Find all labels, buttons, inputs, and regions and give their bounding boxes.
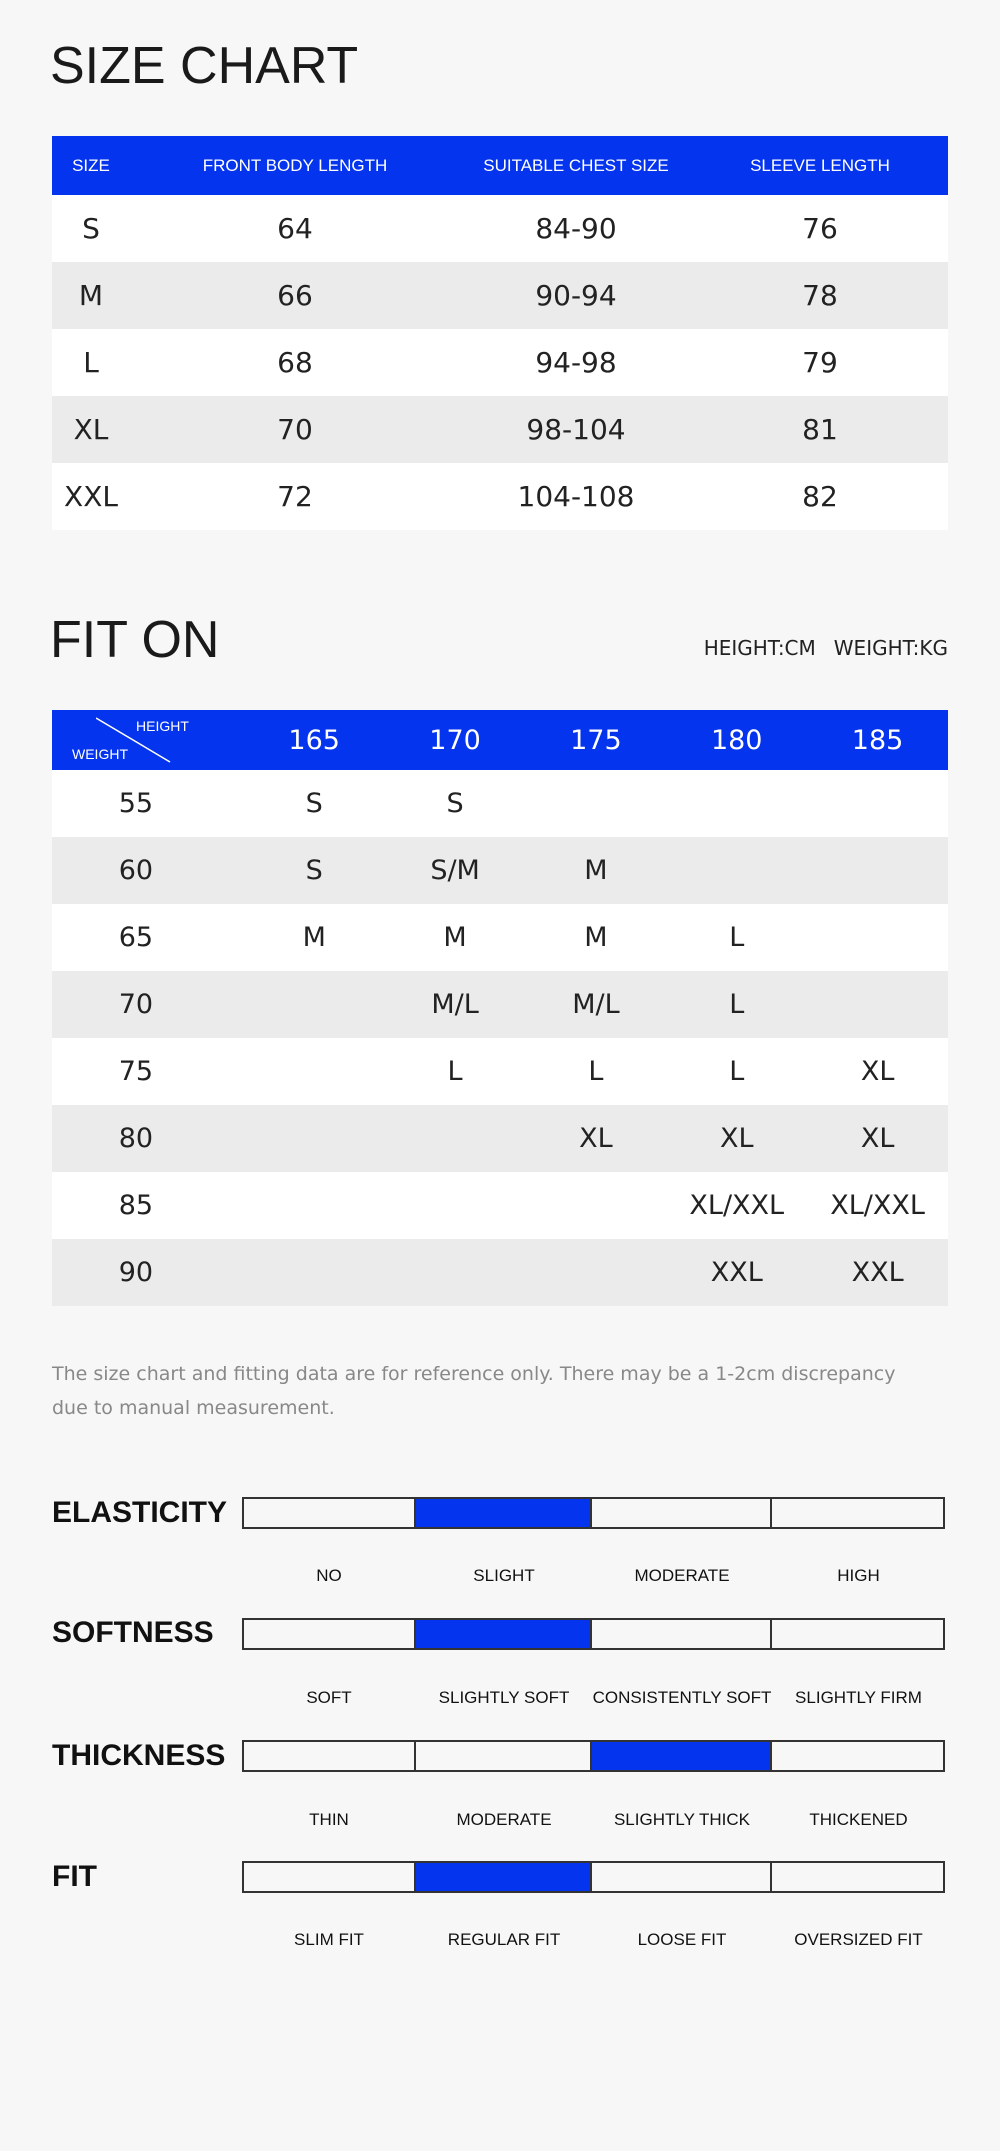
fit-cell: L xyxy=(588,1056,604,1087)
scale-option: SLIGHTLY THICK xyxy=(613,1810,751,1829)
table-row xyxy=(52,1105,948,1172)
fit-cell: M xyxy=(443,922,467,953)
elasticity-options xyxy=(242,1566,945,1586)
fit-cell: S xyxy=(305,855,323,886)
fit-cell: XL xyxy=(719,1123,754,1154)
thickness-options xyxy=(242,1810,945,1830)
size-cell: S xyxy=(82,212,100,245)
scale-segment xyxy=(416,1861,592,1893)
fit-cell: M xyxy=(584,922,608,953)
fit-cell: S xyxy=(446,788,464,819)
disclaimer-note: The size chart and fitting data are for reference only. There may be a 1-2cm discrepancy due to manual measurement. xyxy=(52,1363,896,1419)
chest-cell: 84-90 xyxy=(535,212,617,245)
fit-scale xyxy=(242,1861,945,1893)
softness-label: SOFTNESS xyxy=(52,1616,214,1649)
scale-segment xyxy=(772,1618,945,1650)
table-row xyxy=(52,770,948,837)
scale-segment xyxy=(772,1497,945,1529)
table-row xyxy=(52,1239,948,1306)
table-row xyxy=(52,1038,948,1105)
height-170: 170 xyxy=(429,724,481,756)
fit-cell: L xyxy=(729,989,745,1020)
scale-segment xyxy=(242,1740,416,1772)
scale-option: THIN xyxy=(309,1810,349,1829)
size-chart-title: SIZE CHART xyxy=(50,37,359,95)
scale-option: SLIM FIT xyxy=(294,1930,364,1949)
weight-cell: 90 xyxy=(118,1257,154,1288)
softness-scale xyxy=(242,1618,945,1650)
fit-cell: S xyxy=(305,788,323,819)
scale-segment xyxy=(242,1861,416,1893)
sleeve-cell: 76 xyxy=(802,212,838,245)
table-row xyxy=(52,904,948,971)
scale-segment xyxy=(592,1618,772,1650)
header-size: SIZE xyxy=(72,155,110,175)
length-cell: 64 xyxy=(277,212,313,245)
fit-cell: XXL xyxy=(851,1257,904,1288)
sleeve-cell: 78 xyxy=(802,279,838,312)
table-row xyxy=(52,195,948,262)
fit-cell: M xyxy=(584,855,608,886)
size-chart-table xyxy=(52,136,948,530)
scale-segment xyxy=(772,1740,945,1772)
height-185: 185 xyxy=(851,724,904,756)
height-180: 180 xyxy=(710,724,763,756)
length-cell: 66 xyxy=(277,279,313,312)
fit-cell: L xyxy=(447,1056,463,1087)
corner-weight-label: WEIGHT xyxy=(72,746,128,762)
scale-option: SLIGHTLY SOFT xyxy=(438,1688,570,1707)
fit-cell: XXL xyxy=(710,1257,763,1288)
fit-cell: L xyxy=(729,1056,745,1087)
fit-on-title: FIT ON xyxy=(50,611,220,669)
weight-unit: WEIGHT:KG xyxy=(833,636,948,660)
scale-segment xyxy=(592,1740,772,1772)
scale-option: THICKENED xyxy=(809,1810,908,1829)
weight-cell: 65 xyxy=(118,922,154,953)
size-cell: M xyxy=(78,279,104,312)
sleeve-cell: 82 xyxy=(802,480,838,513)
size-chart-header xyxy=(52,136,948,195)
length-cell: 72 xyxy=(277,480,313,513)
fit-label: FIT xyxy=(52,1860,97,1893)
length-cell: 70 xyxy=(277,413,313,446)
size-cell: XL xyxy=(73,413,109,446)
weight-cell: 75 xyxy=(118,1056,154,1087)
scale-option: SOFT xyxy=(306,1688,352,1707)
fit-on-header xyxy=(52,710,948,770)
fit-cell: L xyxy=(729,922,745,953)
fit-cell: S/M xyxy=(430,855,480,886)
chest-cell: 98-104 xyxy=(526,413,626,446)
scale-option: CONSISTENTLY SOFT xyxy=(592,1688,772,1707)
fit-cell: M/L xyxy=(572,989,620,1020)
scale-option: LOOSE FIT xyxy=(637,1930,727,1949)
scale-option: REGULAR FIT xyxy=(447,1930,561,1949)
fit-corner-cell xyxy=(52,710,244,770)
scale-option: SLIGHTLY FIRM xyxy=(795,1688,922,1707)
corner-height-label: HEIGHT xyxy=(136,718,189,734)
sleeve-cell: 81 xyxy=(802,413,838,446)
table-row xyxy=(52,396,948,463)
weight-cell: 70 xyxy=(118,989,154,1020)
fit-on-table xyxy=(52,710,948,1306)
thickness-scale xyxy=(242,1740,945,1772)
fit-options xyxy=(242,1930,945,1950)
chest-cell: 94-98 xyxy=(535,346,617,379)
size-cell: XXL xyxy=(64,480,118,513)
weight-cell: 85 xyxy=(118,1190,154,1221)
scale-option: NO xyxy=(316,1566,342,1585)
fit-cell: XL/XXL xyxy=(830,1190,925,1221)
fit-cell: XL xyxy=(579,1123,613,1154)
table-row xyxy=(52,329,948,396)
chest-cell: 90-94 xyxy=(535,279,617,312)
height-unit: HEIGHT:CM xyxy=(703,636,816,660)
fit-cell: M/L xyxy=(431,989,479,1020)
elasticity-label: ELASTICITY xyxy=(52,1496,228,1529)
softness-options xyxy=(242,1688,945,1708)
scale-option: MODERATE xyxy=(456,1810,552,1829)
scale-segment xyxy=(416,1740,592,1772)
header-front-body-length: FRONT BODY LENGTH xyxy=(202,155,388,175)
scale-segment xyxy=(416,1497,592,1529)
table-row xyxy=(52,837,948,904)
scale-segment xyxy=(242,1618,416,1650)
height-165: 165 xyxy=(288,724,340,756)
header-suitable-chest-size: SUITABLE CHEST SIZE xyxy=(483,155,669,175)
size-cell: L xyxy=(83,346,99,379)
scale-segment xyxy=(416,1618,592,1650)
fit-cell: XL xyxy=(860,1056,895,1087)
table-row xyxy=(52,463,948,530)
table-row xyxy=(52,262,948,329)
chest-cell: 104-108 xyxy=(517,480,635,513)
thickness-label: THICKNESS xyxy=(52,1739,226,1772)
length-cell: 68 xyxy=(277,346,313,379)
weight-cell: 55 xyxy=(118,788,154,819)
scale-segment xyxy=(242,1497,416,1529)
sleeve-cell: 79 xyxy=(802,346,838,379)
scale-segment xyxy=(772,1861,945,1893)
height-175: 175 xyxy=(570,724,622,756)
elasticity-scale xyxy=(242,1497,945,1529)
scale-option: HIGH xyxy=(837,1566,880,1585)
fit-cell: M xyxy=(302,922,326,953)
units-legend xyxy=(704,636,948,660)
scale-option: OVERSIZED FIT xyxy=(794,1930,923,1949)
table-row xyxy=(52,971,948,1038)
scale-option: MODERATE xyxy=(634,1566,730,1585)
fit-cell: XL xyxy=(860,1123,895,1154)
scale-segment xyxy=(592,1861,772,1893)
weight-cell: 60 xyxy=(118,855,154,886)
scale-option: SLIGHT xyxy=(473,1566,535,1585)
header-sleeve-length: SLEEVE LENGTH xyxy=(750,155,890,175)
scale-segment xyxy=(592,1497,772,1529)
table-row xyxy=(52,1172,948,1239)
fit-cell: XL/XXL xyxy=(689,1190,785,1221)
weight-cell: 80 xyxy=(118,1123,154,1154)
